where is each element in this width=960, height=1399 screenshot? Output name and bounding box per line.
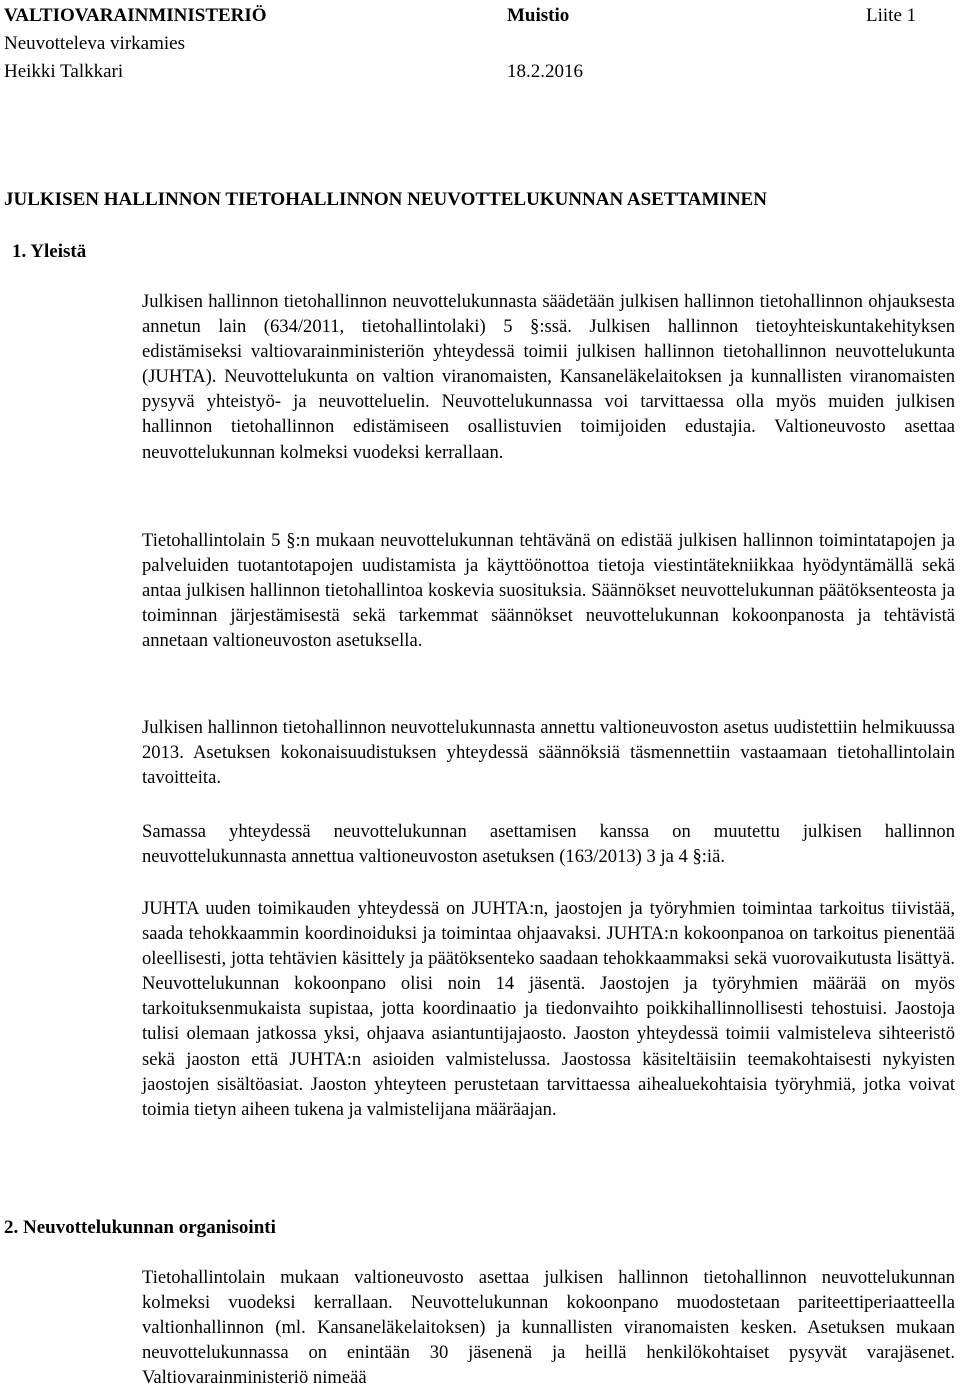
ministry-name: VALTIOVARAINMINISTERIÖ xyxy=(4,5,267,26)
author-position: Neuvotteleva virkamies xyxy=(4,33,185,54)
paragraph: JUHTA uuden toimikauden yhteydessä on JUHTA:n, jaostojen ja työryhmien toimintaa tarkoitus tiivistää, saada tehokkaammin koordinoiduksi ja toimintaa ohjaavaksi. JUHTA:n kokoonpanoa on tarkoitus pienentää oleellisesti, jotta tehtävien käsittely ja päätöksenteko saadaan tehokkaammaksi sekä vuorovaikutusta lisättyä. Neuvottelukunnan kokoonpano olisi noin 14 jäsentä. Jaostojen ja työryhmien määrää on myös tarkoituksenmukaista supistaa, jotta koordinaatio ja tiedonvaihto poikkihallinnollisesti tehostuisi. Jaostoja tulisi olemaan jatkossa yksi, ohjaava asiantuntijajaosto. Jaoston yhteydessä toimii valmisteleva sihteeristö sekä jaoston että JUHTA:n asioiden valmistelussa. Jaostossa käsiteltäisiin teemakohtaisesti nykyisten jaostojen sisältöasiat. Jaoston yhteyteen perustetaan tarvittaessa aihealuekohtaisia työryhmiä, jotka voivat toimia tietyn aiheen tukena ja valmistelijana määräajan. xyxy=(142,898,955,1120)
paragraph: Tietohallintolain mukaan valtioneuvosto asettaa julkisen hallinnon tietohallinnon neuvottelukunnan kolmeksi vuodeksi kerrallaan. Neuvottelukunnan kokoonpano muodostetaan pariteettiperiaatteella valtionhallinnon (ml. Kansaneläkelaitoksen) ja kunnallisten viranomaisten kesken. Asetuksen mukaan neuvottelukunnassa on enintään 30 jäsenenä ja heillä henkilökohtaiset pysyvät varajäsenet. Valtiovarainministeriö nimeää xyxy=(142,1267,955,1389)
paragraph: Samassa yhteydessä neuvottelukunnan asettamisen kanssa on muutettu julkisen hallinnon neuvottelukunnasta annettua valtioneuvoston asetuksen (163/2013) 3 ja 4 §:iä. xyxy=(142,821,955,868)
section-heading-organisation: 2. Neuvottelukunnan organisointi xyxy=(4,1217,276,1238)
section-heading-general: 1. Yleistä xyxy=(12,241,87,262)
attachment-label: Liite 1 xyxy=(866,5,917,26)
document-title: JULKISEN HALLINNON TIETOHALLINNON NEUVOTTELUKUNNAN ASETTAMINEN xyxy=(4,189,767,210)
author-name: Heikki Talkkari xyxy=(4,61,124,82)
paragraph: Julkisen hallinnon tietohallinnon neuvottelukunnasta säädetään julkisen hallinnon tietohallinnon ohjauksesta annetun lain (634/2011, tietohallintolaki) 5 §:ssä. Julkisen hallinnon tietoyhteiskuntakehityksen edistämiseksi valtiovarainministeriön yhteydessä toimii julkisen hallinnon tietohallinnon neuvottelukunta (JUHTA). Neuvottelukunta on valtion viranomaisten, Kansaneläkelaitoksen ja kunnallisten viranomaisten pysyvä yhteistyö- ja neuvotteluelin. Neuvottelukunnassa voi tarvittaessa olla myös muiden julkisen hallinnon tietohallinnon edistämiseen osallistuvien toimijoiden edustajia. Valtioneuvosto asettaa neuvottelukunnan kolmeksi vuodeksi kerrallaan. xyxy=(142,291,955,463)
paragraph: Tietohallintolain 5 §:n mukaan neuvottelukunnan tehtävänä on edistää julkisen hallinnon toimintatapojen ja palveluiden tuotantotapojen uudistamista ja käyttöönottoa tietoja viestintätekniikkaa hyödyntämällä sekä antaa julkisen hallinnon tietohallintoa koskevia suosituksia. Säännökset neuvottelukunnan päätöksenteosta ja toiminnan järjestämisestä sekä tarkemmat säännökset neuvottelukunnan kokoonpanosta ja tehtävistä annetaan valtioneuvoston asetuksella. xyxy=(142,530,955,652)
document-date: 18.2.2016 xyxy=(507,61,583,82)
document-type: Muistio xyxy=(507,5,570,26)
paragraph: Julkisen hallinnon tietohallinnon neuvottelukunnasta annettu valtioneuvoston asetus uudistettiin helmikuussa 2013. Asetuksen kokonaisuudistuksen yhteydessä säännöksiä täsmennettiin vastaamaan tietohallintolain tavoitteita. xyxy=(142,717,955,789)
